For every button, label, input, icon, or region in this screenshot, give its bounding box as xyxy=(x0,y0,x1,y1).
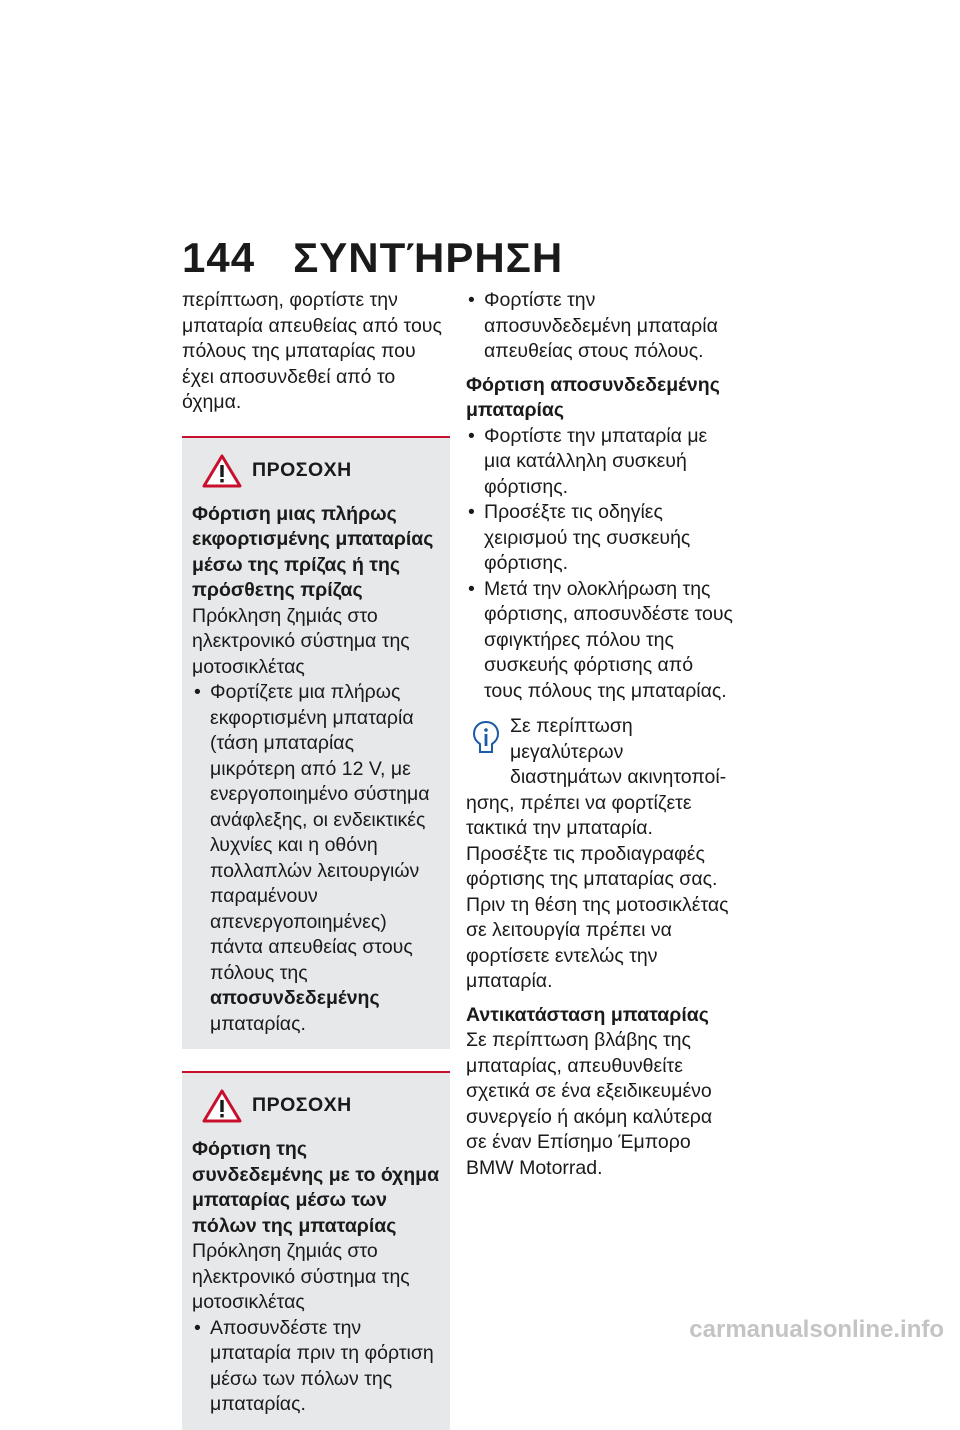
info-text-rest: ησης, πρέπει να φορτίζετε τακτικά την μπαταρία. Προσέξτε τις προδιαγραφές φόρτισης της μπαταρίας σας. Πριν τη θέση της μοτοσικλέτας σε λειτουργία πρέπει να φορτίσετε εντελώς την μπαταρία. xyxy=(466,791,729,992)
warning-title: Φόρτιση της συνδεδεμένης με το όχημα μπαταρίας μέσω των πόλων της μπαταρίας xyxy=(192,1138,440,1237)
list-item: • Φορτίστε την μπαταρία με μια κατάλληλη συσκευή φόρτισης. xyxy=(466,424,736,501)
bullet-text: Φορτίζετε μια πλήρως εκφορτισμένη μπαταρία (τάση μπαταρίας μικρότερη από 12 V, με ενεργοποιημένο σύστημα ανάφλεξης, οι ενδεικτικές λυχνίες και η οθόνη πολλαπλών λειτουργιών παραμένουν απενεργοποιημένες) πάντα απευθείας στους πόλους της xyxy=(210,681,430,984)
bullet-bold: αποσυνδεδεμένης xyxy=(210,987,380,1009)
section-title-replacement: Αντικατάσταση μπαταρίας xyxy=(466,1003,709,1026)
info-icon xyxy=(472,720,500,754)
info-text-first: Σε περίπτωση μεγαλύτερων διαστημάτων ακινητοποί- xyxy=(510,715,727,788)
list-item: • Φορτίστε την αποσυνδεδεμένη μπαταρία απευθείας στους πόλους. xyxy=(466,288,736,365)
top-list xyxy=(466,288,736,365)
warning-header xyxy=(192,1089,442,1123)
warning-label: ΠΡΟΣΟΧΗ xyxy=(252,1094,352,1117)
page-number: 144 xyxy=(182,234,256,281)
warning-box-2 xyxy=(182,1071,450,1430)
charging-steps-list xyxy=(466,424,736,705)
left-column xyxy=(182,288,450,1430)
page-header xyxy=(182,234,563,282)
list-item: • Μετά την ολοκλήρωση της φόρτισης, αποσυνδέστε τους σφιγκτήρες πόλου της συσκευής φόρτισης από τους πόλους της μπαταρίας. xyxy=(466,577,736,705)
intro-text: περίπτωση, φορτίστε την μπαταρία απευθείας από τους πόλους της μπαταρίας που έχει αποσυνδεθεί από το όχημα. xyxy=(182,289,442,413)
warning-triangle-icon xyxy=(202,1089,242,1123)
page-title: ΣΥΝΤΉΡΗΣΗ xyxy=(293,234,564,281)
warning-body: Πρόκληση ζημιάς στο ηλεκτρονικό σύστημα της μοτοσικλέτας xyxy=(192,1240,410,1313)
list-item: • Προσέξτε τις οδηγίες χειρισμού της συσκευής φόρτισης. xyxy=(466,500,736,577)
list-item xyxy=(192,680,442,1037)
bullet-end: μπαταρίας. xyxy=(210,1012,306,1035)
info-note xyxy=(466,714,736,995)
warning-list xyxy=(192,1316,442,1418)
replacement-text: Σε περίπτωση βλάβης της μπαταρίας, απευθυνθείτε σχετικά σε ένα εξειδικευμένο συνεργείο ή ακόμη καλύτερα σε έναν Επίσημο Έμπορο BMW Motorrad. xyxy=(466,1029,713,1179)
warning-header xyxy=(192,454,442,488)
section-title-charging: Φόρτιση αποσυνδεδεμένης μπαταρίας xyxy=(466,373,720,421)
warning-triangle-icon xyxy=(202,454,242,488)
warning-title: Φόρτιση μιας πλήρως εκφορτισμένης μπαταρίας μέσω της πρίζας ή της πρόσθετης πρίζας xyxy=(192,502,434,601)
watermark: carmanualsonline.info xyxy=(689,1316,944,1343)
right-column xyxy=(466,288,736,1181)
warning-body: Πρόκληση ζημιάς στο ηλεκτρονικό σύστημα της μοτοσικλέτας xyxy=(192,604,410,678)
warning-list xyxy=(192,680,442,1037)
warning-label: ΠΡΟΣΟΧΗ xyxy=(252,458,352,481)
warning-box-1 xyxy=(182,436,450,1050)
list-item: • Αποσυνδέστε την μπαταρία πριν τη φόρτιση μέσω των πόλων της μπαταρίας. xyxy=(192,1316,442,1418)
